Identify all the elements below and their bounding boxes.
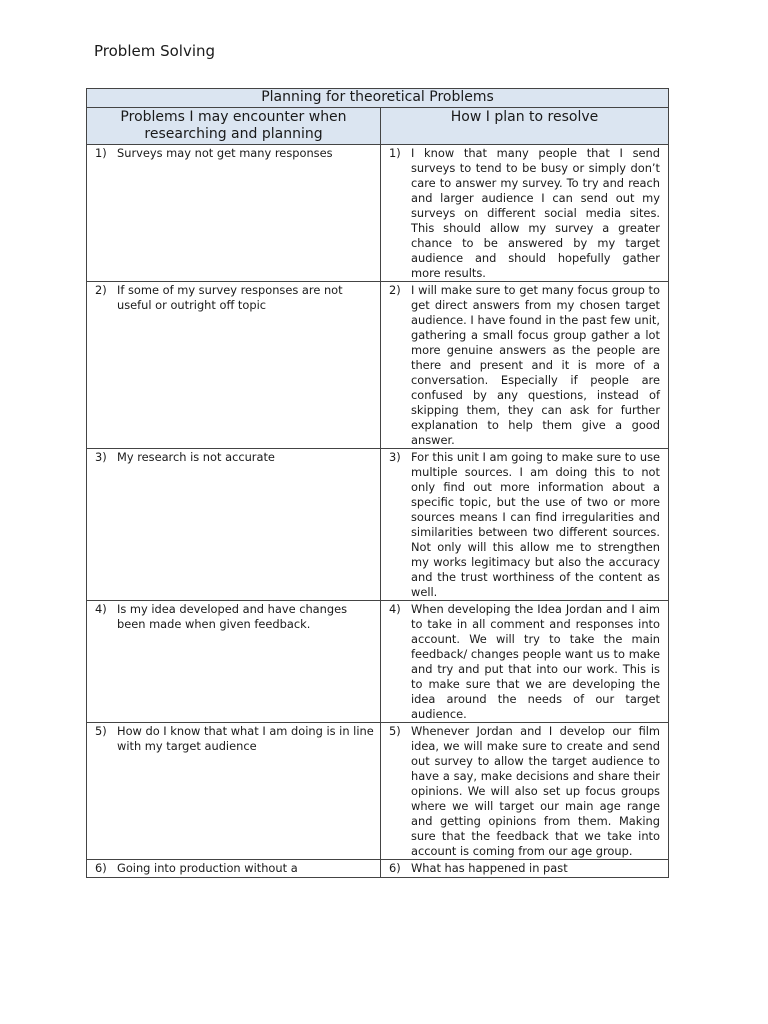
resolution-cell xyxy=(381,601,669,723)
row-number: 6) xyxy=(95,861,107,875)
problems-column-header: Problems I may encounter when researching and planning xyxy=(87,108,381,145)
table-row xyxy=(87,723,669,860)
resolution-text: What has happened in past xyxy=(411,861,568,875)
problem-cell xyxy=(87,282,381,449)
resolution-cell xyxy=(381,723,669,860)
planning-table xyxy=(86,88,669,878)
problem-cell xyxy=(87,601,381,723)
resolve-column-header: How I plan to resolve xyxy=(381,108,669,145)
row-number: 5) xyxy=(95,724,107,738)
problem-text: Going into production without a xyxy=(117,861,298,875)
row-number: 6) xyxy=(389,861,401,875)
resolution-text: When developing the Idea Jordan and I aim to take in all comment and responses into account. We will try to take the main feedback/ changes people want us to make and try and put that into our work. This is to make sure that we are developing the idea around the needs of our target audience. xyxy=(411,602,660,721)
table-row xyxy=(87,860,669,878)
problem-cell xyxy=(87,860,381,878)
resolution-cell xyxy=(381,282,669,449)
table-row xyxy=(87,282,669,449)
problem-text: Surveys may not get many responses xyxy=(117,146,333,160)
resolution-text: For this unit I am going to make sure to use multiple sources. I am doing this to not only find out more information about a specific topic, but the use of two or more sources means I can find irregularities and similarities between two different sources. Not only will this allow me to strengthen my works legitimacy but also the accuracy and the trust worthiness of the content as well. xyxy=(411,450,661,599)
problem-text: Is my idea developed and have changes been made when given feedback. xyxy=(117,602,348,631)
table-row xyxy=(87,449,669,601)
resolution-cell xyxy=(381,860,669,878)
row-number: 2) xyxy=(95,283,107,297)
problem-cell xyxy=(87,449,381,601)
problem-text: How do I know that what I am doing is in line with my target audience xyxy=(117,724,374,753)
row-number: 4) xyxy=(389,602,401,616)
problem-cell xyxy=(87,145,381,282)
document-heading: Problem Solving xyxy=(94,42,216,60)
row-number: 1) xyxy=(389,146,401,160)
row-number: 2) xyxy=(389,283,401,297)
table-title-row xyxy=(87,89,669,108)
resolution-cell xyxy=(381,145,669,282)
resolution-text: I know that many people that I send surveys to tend to be busy or simply don’t care to answer my survey. To try and reach and larger audience I can send out my surveys on different social media sites. This should allow my survey a greater chance to be answered by my target audience and should hopefully gather more results. xyxy=(411,146,660,280)
row-number: 1) xyxy=(95,146,107,160)
table-title: Planning for theoretical Problems xyxy=(87,89,669,108)
problem-cell xyxy=(87,723,381,860)
problem-text: My research is not accurate xyxy=(117,450,275,464)
row-number: 3) xyxy=(389,450,401,464)
table-row xyxy=(87,145,669,282)
table-header-row xyxy=(87,108,669,145)
table-row xyxy=(87,601,669,723)
problem-text: If some of my survey responses are not useful or outright off topic xyxy=(117,283,343,312)
row-number: 3) xyxy=(95,450,107,464)
resolution-cell xyxy=(381,449,669,601)
row-number: 4) xyxy=(95,602,107,616)
resolution-text: Whenever Jordan and I develop our film idea, we will make sure to create and send out survey to allow the target audience to have a say, make decisions and share their opinions. We will also set up focus groups where we will target our main age range and getting opinions from them. Making sure that the feedback that we take into account is coming from our age group. xyxy=(411,724,660,858)
row-number: 5) xyxy=(389,724,401,738)
resolution-text: I will make sure to get many focus group to get direct answers from my chosen target audience. I have found in the past few unit, gathering a small focus group gather a lot more genuine answers as the people are there and present and it is more of a conversation. Especially if people are confused by any questions, instead of skipping them, they can ask for further explanation to help them give a good answer. xyxy=(411,283,660,447)
